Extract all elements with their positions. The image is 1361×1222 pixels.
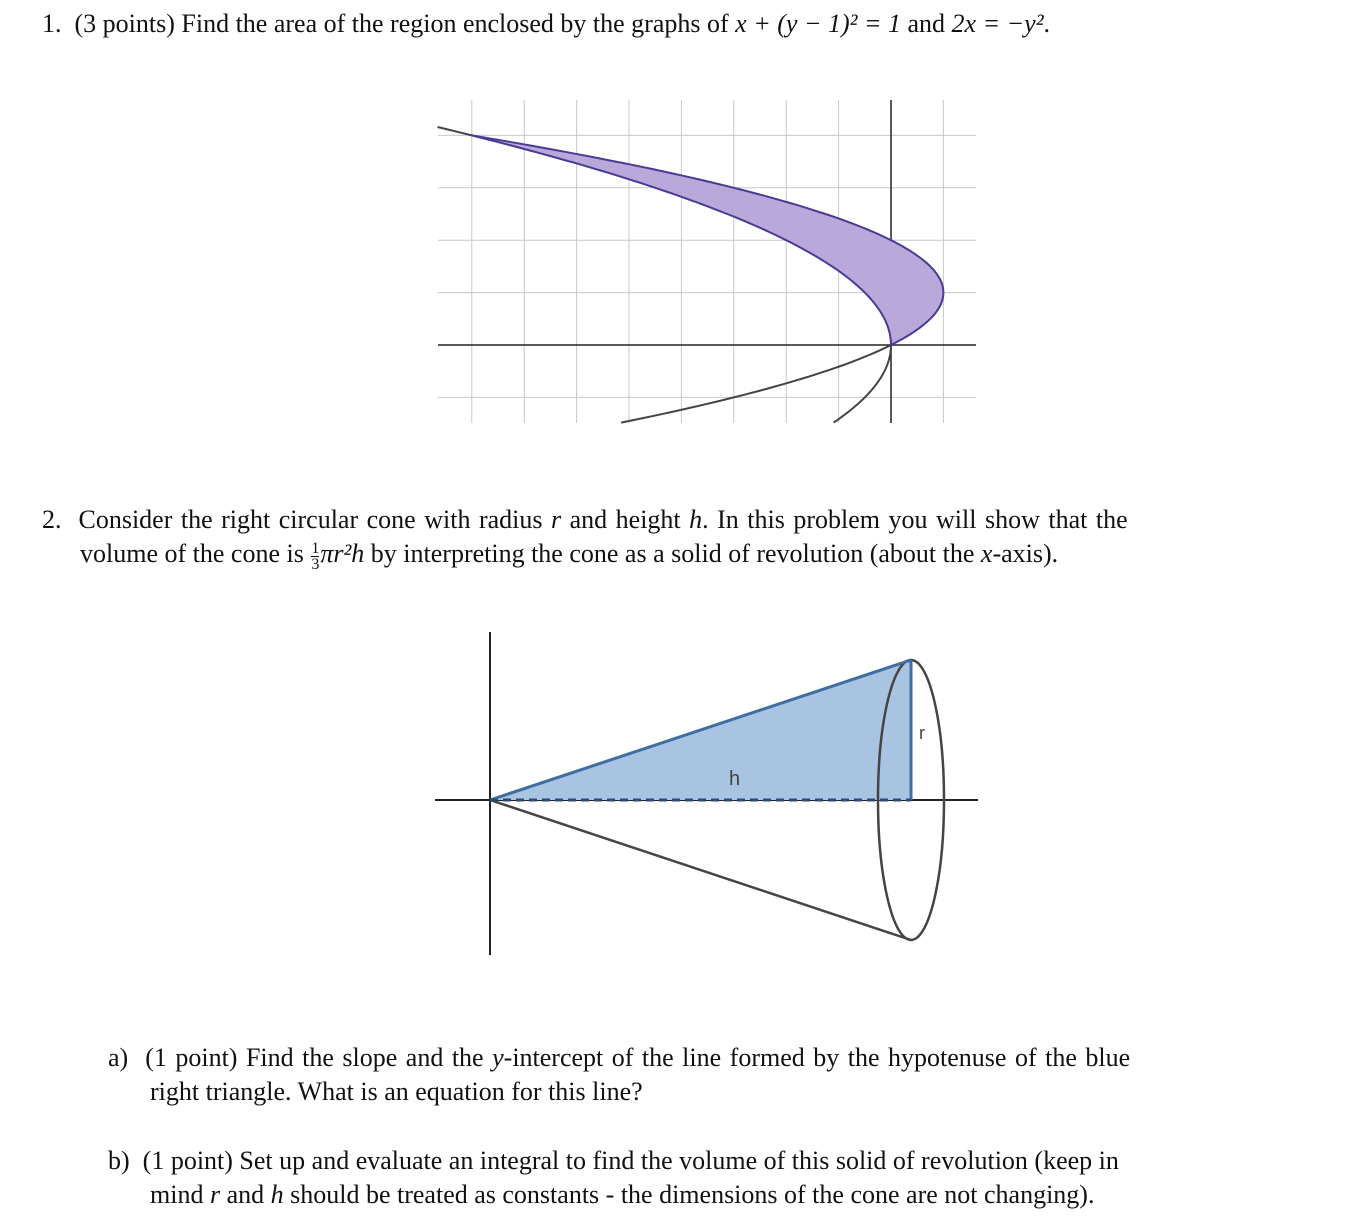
text: right triangle. What is an equation for this line? [150, 1077, 643, 1106]
text: -axis). [992, 539, 1059, 568]
denominator: 3 [311, 555, 320, 573]
text: (1 point) Set up and evaluate an integral to find the volume of this solid of revolution (keep in [142, 1146, 1119, 1175]
part-b-line-1 [108, 1144, 1119, 1178]
part-a-line-1 [108, 1041, 1130, 1075]
formula: πr²h [320, 539, 365, 568]
text: and [220, 1180, 271, 1209]
var: r [209, 1180, 221, 1209]
text: and [900, 9, 952, 38]
numerator: 1 [311, 539, 320, 557]
var: h [689, 505, 703, 534]
label-h: h [729, 768, 741, 790]
text: -intercept of the line formed by the hypotenuse of the blue [503, 1043, 1131, 1072]
part-b-line-2 [150, 1178, 1094, 1212]
part-a-line-2 [150, 1075, 643, 1109]
var: y [492, 1043, 504, 1072]
var: x [980, 539, 993, 568]
cone-lower-edge [490, 800, 911, 940]
equation-1: x + (y − 1)² = 1 [735, 9, 901, 38]
part-label: a) [108, 1043, 129, 1072]
text: and height [561, 505, 690, 534]
text: . In this problem you will show that the [702, 505, 1128, 534]
text: volume of the cone is [80, 539, 311, 568]
problem-number: 1. [42, 9, 62, 38]
text: (1 point) Find the slope and the [145, 1043, 493, 1072]
text: Consider the right circular cone with radius [78, 505, 551, 534]
text: should be treated as constants - the dimensions of the cone are not changing). [283, 1180, 1095, 1209]
text: . [1043, 9, 1050, 38]
equation-2: 2x = −y² [951, 9, 1044, 38]
label-r: r [919, 723, 925, 743]
text: by interpreting the cone as a solid of revolution (about the [364, 539, 981, 568]
problem-text: (3 points) Find the area of the region enclosed by the graphs of [74, 9, 736, 38]
part-label: b) [108, 1146, 130, 1175]
var: h [270, 1180, 284, 1209]
text: mind [150, 1180, 210, 1209]
var: r [550, 505, 562, 534]
problem-number: 2. [42, 505, 62, 534]
